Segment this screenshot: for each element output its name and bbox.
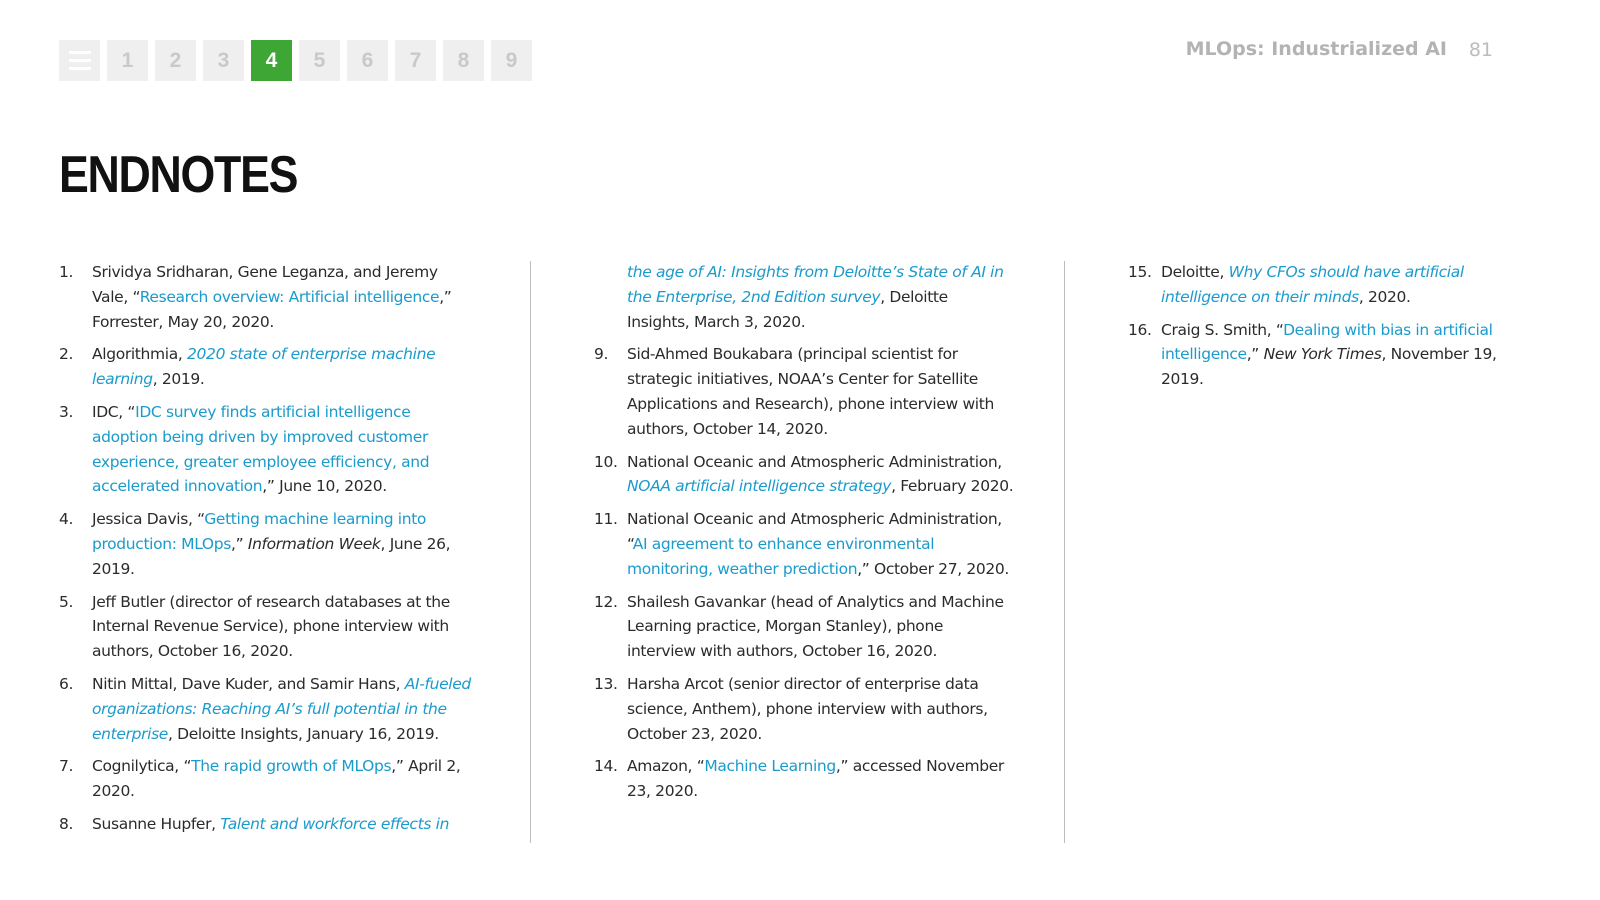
endnote-text: Srividya Sridharan, Gene Leganza, and Jeremy Vale, “ <box>92 263 438 306</box>
endnote-link[interactable]: AI-fueled organizations: Reaching AI’s full potential in the enterprise <box>92 674 471 743</box>
endnote-text: ,” October 27, 2020. <box>857 559 1009 578</box>
report-title: MLOps: Industrialized AI <box>1185 38 1447 60</box>
endnote-number: 9. <box>594 345 609 364</box>
endnote-text: Deloitte, <box>1161 263 1229 281</box>
page-number: 81 <box>1468 39 1493 61</box>
endnote-link[interactable]: IDC survey finds artificial intelligence adoption being driven by improved customer experience, greater employee efficiency, and accelerated innovation <box>92 402 430 496</box>
endnote-text: , 2019. <box>152 370 205 389</box>
endnote-number: 1. <box>59 263 74 281</box>
endnote-text: , June 26, 2019. <box>92 534 451 578</box>
endnote-text: ,” accessed November 23, 2020. <box>627 757 1004 801</box>
page-button-8[interactable]: 8 <box>443 40 484 81</box>
endnote-4 <box>59 507 474 581</box>
endnote-number: 11. <box>594 510 618 529</box>
endnote-text: IDC, “ <box>92 402 136 421</box>
endnote-number: 3. <box>59 402 74 421</box>
page-button-9[interactable]: 9 <box>491 40 532 81</box>
endnote-text: , February 2020. <box>891 477 1014 496</box>
endnote-text: ,” Forrester, May 20, 2020. <box>92 287 452 331</box>
menu-button[interactable] <box>59 40 100 81</box>
endnote-text: ,” April 2, 2020. <box>92 757 461 801</box>
endnotes-column-3 <box>1128 260 1533 400</box>
endnotes-column-1 <box>59 260 474 845</box>
menu-icon <box>69 51 91 70</box>
endnote-12 <box>594 590 1014 664</box>
endnote-link[interactable]: Getting machine learning into production: MLOps <box>92 510 427 553</box>
endnote-link[interactable]: the age of AI: Insights from Deloitte’s State of AI in the Enterprise, 2nd Edition survey <box>627 263 1004 306</box>
page-button-1[interactable]: 1 <box>107 40 148 81</box>
endnote-8-continued <box>594 260 1014 334</box>
endnote-text: National Oceanic and Atmospheric Administration, “ <box>627 510 1002 553</box>
endnote-number: 5. <box>59 592 74 611</box>
endnote-link[interactable]: Dealing with bias in artificial intelligence <box>1161 320 1493 364</box>
endnote-link[interactable]: AI agreement to enhance environmental monitoring, weather prediction <box>627 534 935 578</box>
endnote-link[interactable]: Machine Learning <box>704 757 836 776</box>
endnote-text: Craig S. Smith, “ <box>1161 320 1284 339</box>
endnote-2 <box>59 342 474 392</box>
page-navigation <box>59 40 532 81</box>
endnote-text: Jeff Butler (director of research databases at the Internal Revenue Service), phone interview with authors, October 16, 2020. <box>92 592 450 661</box>
page-title: ENDNOTES <box>59 146 298 204</box>
endnote-1 <box>59 260 474 334</box>
publication-name: Information Week <box>247 534 381 553</box>
endnote-text: ,” <box>1246 345 1264 364</box>
endnote-7 <box>59 754 474 804</box>
page-button-3[interactable]: 3 <box>203 40 244 81</box>
endnote-number: 16. <box>1128 320 1152 339</box>
endnote-5 <box>59 590 474 664</box>
endnote-link[interactable]: Research overview: Artificial intelligence <box>139 287 440 306</box>
endnote-text: Harsha Arcot (senior director of enterprise data science, Anthem), phone interview with authors, October 23, 2020. <box>627 674 988 743</box>
endnote-text: ,” <box>231 534 248 553</box>
page-button-2[interactable]: 2 <box>155 40 196 81</box>
endnote-number: 6. <box>59 674 74 693</box>
endnote-text: ,” June 10, 2020. <box>262 477 387 496</box>
endnote-link[interactable]: NOAA artificial intelligence strategy <box>627 477 892 496</box>
endnote-number: 15. <box>1128 263 1152 281</box>
endnote-text: , November 19, 2019. <box>1161 345 1497 389</box>
column-divider <box>1064 261 1065 843</box>
endnote-6 <box>59 672 474 746</box>
endnote-link[interactable]: Talent and workforce effects in <box>220 814 450 833</box>
endnote-text: National Oceanic and Atmospheric Administration, <box>627 452 1002 471</box>
endnote-text: , 2020. <box>1358 287 1411 306</box>
endnote-text: Jessica Davis, “ <box>92 510 205 529</box>
publication-name: New York Times <box>1263 345 1382 364</box>
endnote-13 <box>594 672 1014 746</box>
endnote-9 <box>594 342 1014 441</box>
endnote-text: Amazon, “ <box>627 757 705 776</box>
endnote-number: 4. <box>59 510 74 529</box>
endnote-text: Cognilytica, “ <box>92 757 192 776</box>
page-button-4-active[interactable]: 4 <box>251 40 292 81</box>
endnote-link[interactable]: The rapid growth of MLOps <box>191 757 392 776</box>
endnote-number: 12. <box>594 592 618 611</box>
endnotes-column-2 <box>594 260 1014 812</box>
endnote-3 <box>59 400 474 499</box>
endnote-text: Algorithmia, <box>92 345 188 364</box>
endnote-link[interactable]: Why CFOs should have artificial intelligence on their minds <box>1161 263 1464 306</box>
endnote-text: Nitin Mittal, Dave Kuder, and Samir Hans, <box>92 674 405 693</box>
endnote-text: Sid-Ahmed Boukabara (principal scientist for strategic initiatives, NOAA’s Center for Satellite Applications and Research), phone interview with authors, October 14, 2020. <box>627 345 994 438</box>
endnote-11 <box>594 507 1014 581</box>
endnote-8 <box>59 812 474 837</box>
endnote-text: Shailesh Gavankar (head of Analytics and Machine Learning practice, Morgan Stanley), phone interview with authors, October 16, 2020. <box>627 592 1004 661</box>
endnote-number: 13. <box>594 674 618 693</box>
endnote-14 <box>594 754 1014 804</box>
endnote-16 <box>1128 318 1533 392</box>
page-button-6[interactable]: 6 <box>347 40 388 81</box>
endnote-text: , Deloitte Insights, March 3, 2020. <box>627 287 948 331</box>
page-button-5[interactable]: 5 <box>299 40 340 81</box>
endnote-10 <box>594 450 1014 500</box>
endnote-link[interactable]: 2020 state of enterprise machine learning <box>92 345 436 389</box>
endnote-number: 7. <box>59 757 74 776</box>
page-button-7[interactable]: 7 <box>395 40 436 81</box>
endnote-number: 10. <box>594 452 618 471</box>
endnote-15 <box>1128 260 1533 310</box>
endnote-text: , Deloitte Insights, January 16, 2019. <box>167 724 439 743</box>
endnote-number: 14. <box>594 757 618 776</box>
column-divider <box>530 261 531 843</box>
endnote-number: 8. <box>59 814 74 833</box>
endnote-text: Susanne Hupfer, <box>92 814 221 833</box>
endnote-number: 2. <box>59 345 74 364</box>
